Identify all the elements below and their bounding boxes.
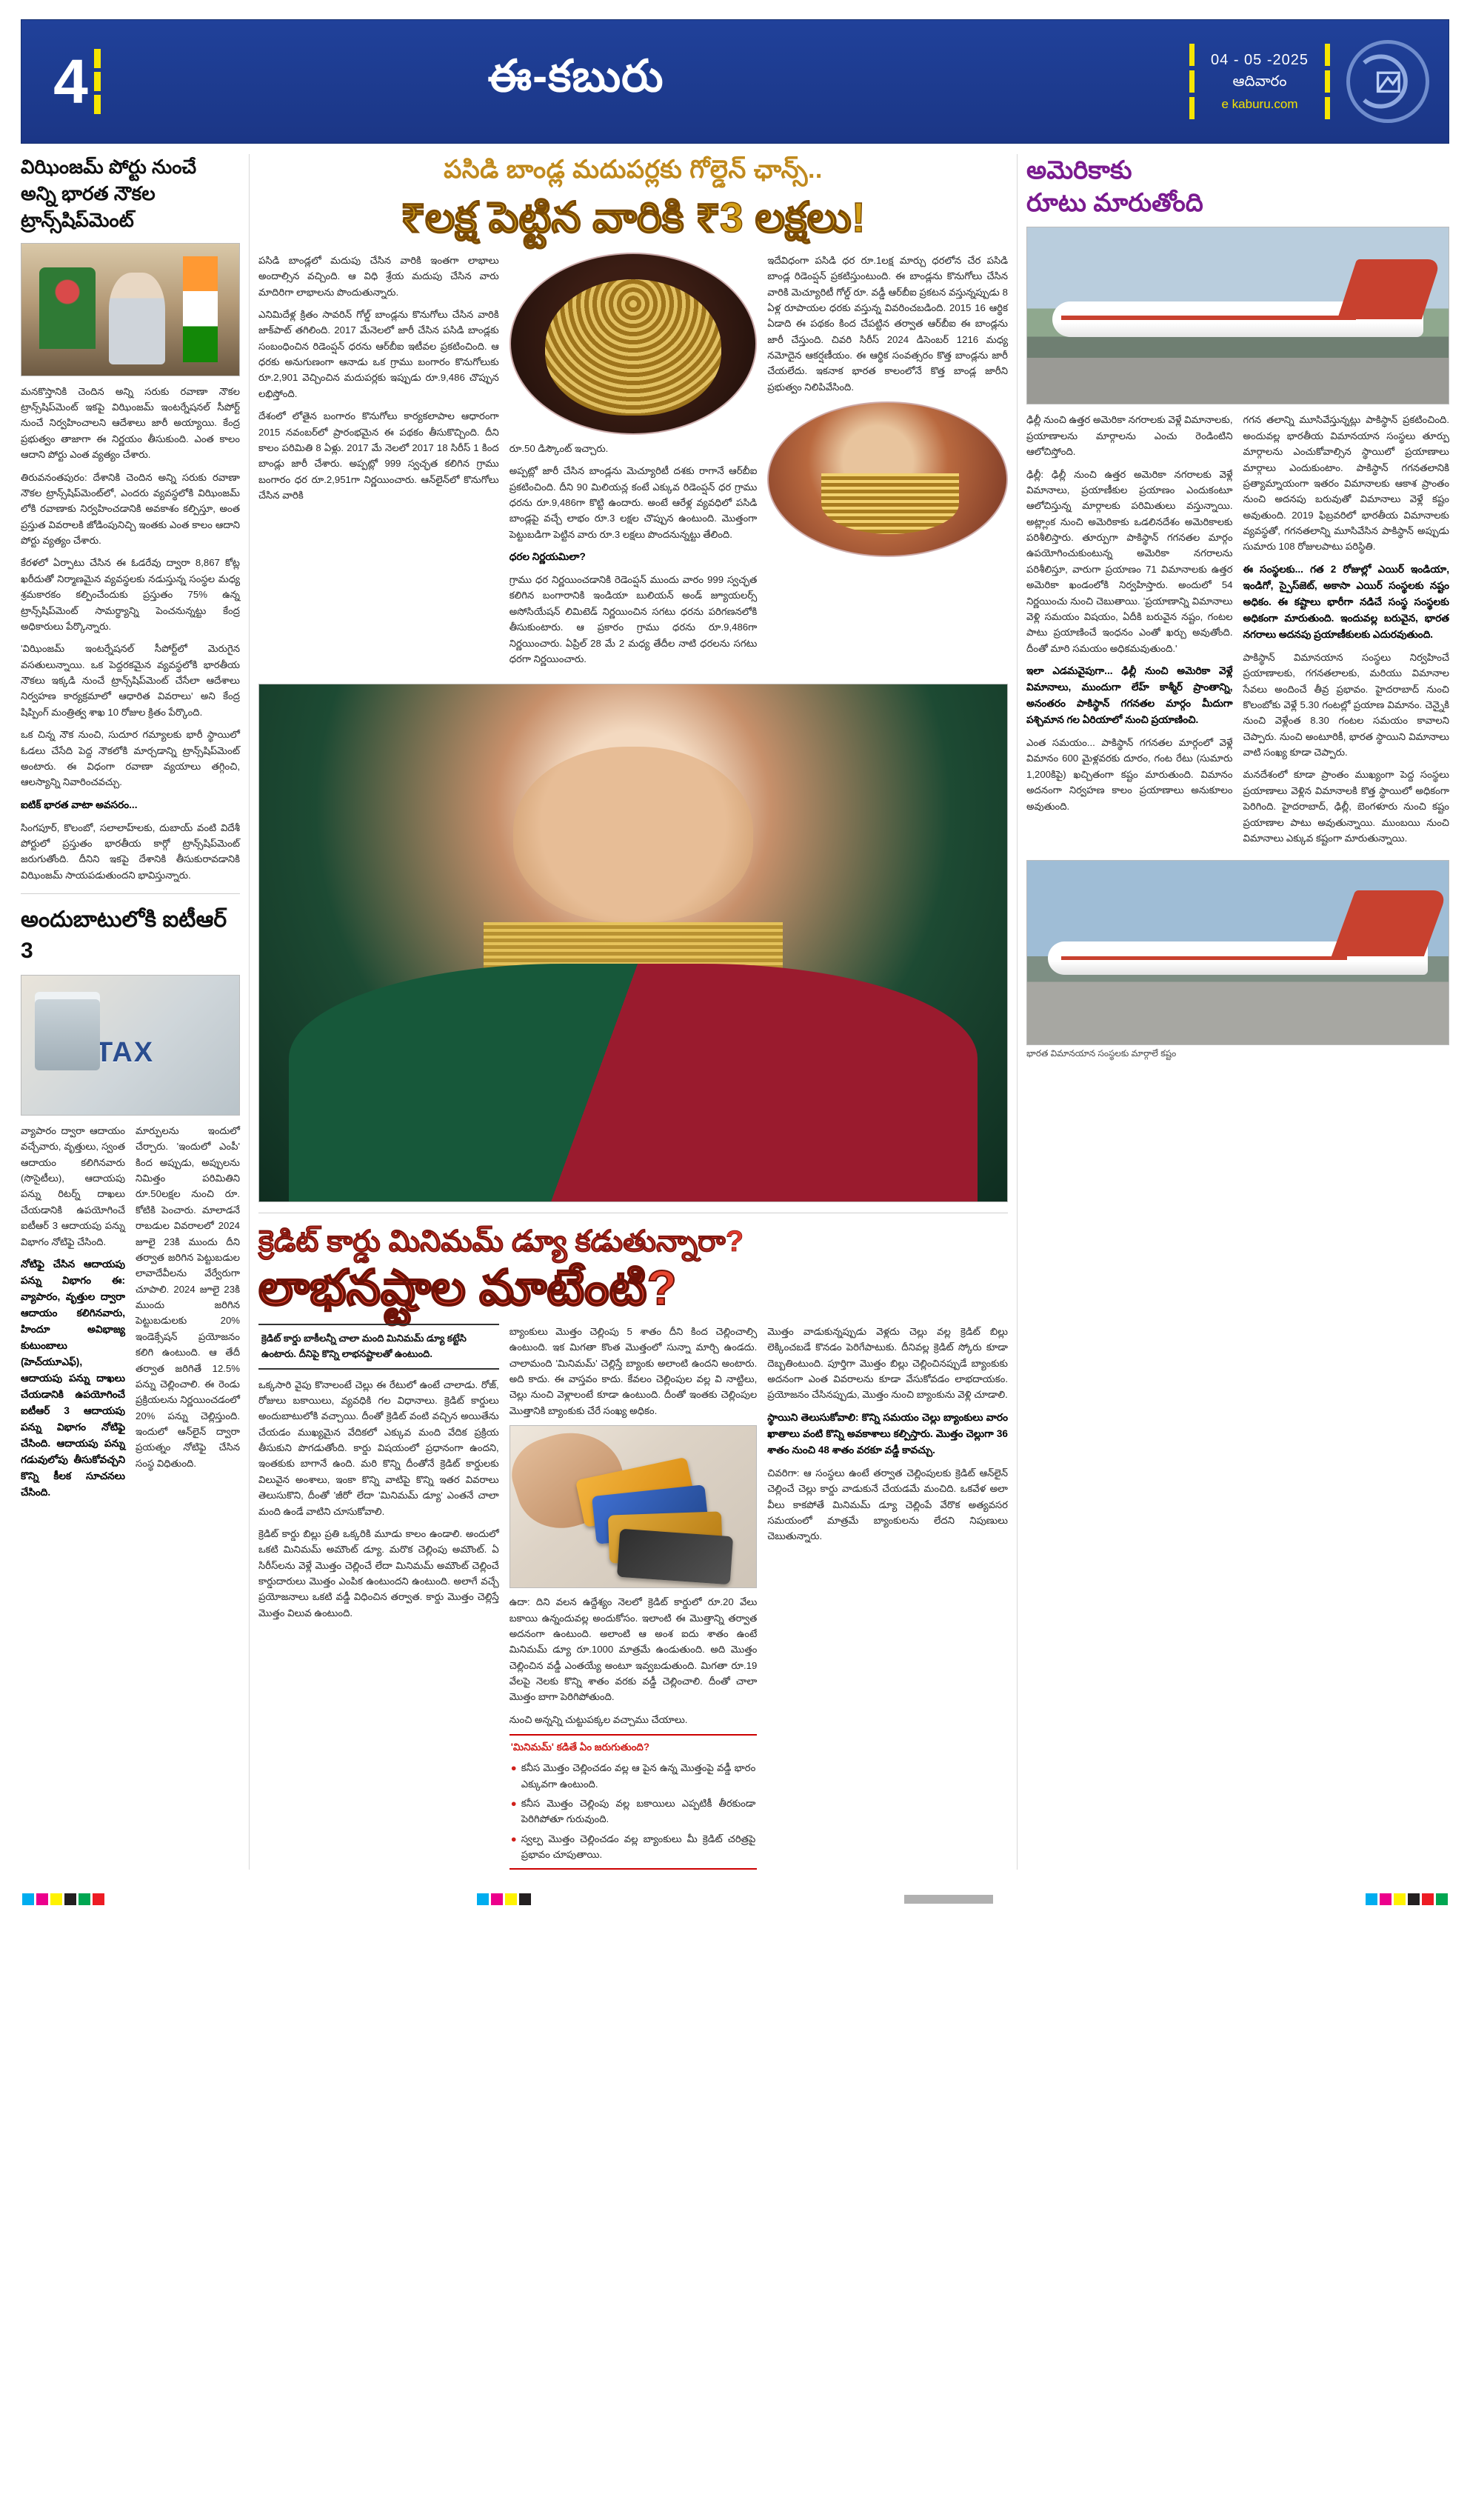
list-item: ● కనీస మొత్తం చెల్లింపు వల్ల బకాయిలు ఎప్పటికీ తీరకుండా పెరిగిపోతూ గురువుంది.: [511, 1796, 756, 1827]
gold-lead: పసిడి బాండ్లలో మదుపు చేసిన వారికి ఇంతగా లాభాలు అందాల్సిన వచ్చింది. ఆ విధి శ్రేయ మదుపు చేసిన వారు మాదిరిగా లాభాలను పొందుతున్నారు. ఎనిమిదేళ్ల క్రితం సావరిన్ గోల్డ్ బాండ్లను కొనుగోలు చేసిన వారికి జాక్‌పాట్ తగిలింది. 2017 మేనెలలో జారీ చేసిన పసిడి బాండ్లకు సంబంధించిన రిడెంప్షన్ ధరను ఆర్‌బీఐ ఇటీవల ప్రకటించింది. ఆ ధరకు అనుగుణంగా ఆనాడు ఒక గ్రాము బంగారం కొనుగోలుకు రూ.2,901 వెచ్చించిన మదుపర్లకు ఇప్పుడు రూ.9,486 చొప్పున లభిస్తోంది. దేశంలో లోతైన బంగారం కొనుగోలు కార్యకలాపాల ఆధారంగా 2015 నవంబర్‌లో ప్రారంభమైన ఈ పథకం తీసుకొచ్చింది. దీని కాలం పరిమితి 8 ఏళ్లు. 2017 మే నెలలో 2017 18 సిరీస్ 1 కింద బాండ్లు జారీ చేశారు. అప్పట్లో 999 స్వచ్ఛత కలిగిన గ్రాము బంగారం ధర రూ.2,951గా నిర్ణయించారు. ఆన్‌లైన్‌లో కొనుగోలు చేసిన వారికి: [258, 254, 499, 501]
bullet-icon: ●: [510, 1762, 517, 1774]
divider: [21, 893, 240, 894]
info-box-title: 'మినిమమ్' కడితే ఏం జరుగుతుంది?: [510, 1741, 650, 1753]
page-number: 4: [53, 47, 87, 116]
list-item: ● కనీస మొత్తం చెల్లించడం వల్ల ఆ పైన ఉన్న మొత్తంపై వడ్డీ భారం ఎక్కువగా ఉంటుంది.: [511, 1760, 756, 1792]
america-col-2: గగన తలాన్ని మూసివేస్తున్నట్లు పాకిస్థాన్ ప్రకటించింది. అందువల్ల భారతీయ విమానయాన సంస్థలు తూర్పు మార్గాలను ఎంచుకోవాల్సిన స్థాయిలో ప్రయాణాలు మార్గాలు ఎందుకుంటాం. పాకిస్థాన్ గగనతలానికి ప్రత్యామ్నాయంగా ఇతరం విమానాలకు ఆకాశ ప్రాంతం నుంచి అదనపు బరువుతో విమానాలు వెళ్లే కష్టం అవుతుంది. 2019 ఫిబ్రవరిలో భారతీయ విమానాలకు వ్యవస్థతో, గగనతలాన్ని మూసివేసిన పాకిస్థాన్ అప్పుడు సుమారు 108 రోజులపాటు పరిస్థితి. ఈ సంస్థలకు... గత 2 రోజుల్లో ఎయిర్ ఇండియా, ఇండిగో, స్పైస్‌జెట్, అకాసా ఎయిర్ సంస్థలకు నష్టం అధికం. ఈ కష్టాలు భారీగా నడిచే సంస్థ సంస్థలకు అధికంగా మారుతుంది. ఇందువల్ల బరువైన, భారత నగరాలు అదనపు ప్రయాణీకులకు ఎదురవుతుంది. పాకిస్థాన్ విమానయాన సంస్థలు నిర్వహించే ప్రయాణాలకు, గగనతలాలకు, మరియు విమానాల సేవలు అందించే తీవ్ర ప్రభావం. హైదరాబాద్ నుంచి కొలంబోకు వెళ్లే 5.30 గంటల్లో ప్రయాణ విమానం. చెన్నైకి నుంచి వెళ్లేంత 8.30 గంటల సమయం కావాలని చెప్పారు. నుంచి అంటూరికీ, భారత స్థాయిని విమానాలు వాటి సంఖ్య కూడా చెప్పారు. మనదేశంలో కూడా ప్రాంతం ముఖ్యంగా పెద్ద సంస్థలు ప్రయాణాలు వెళ్లిన విమానాలకి కొత్త స్థాయిలో అధికంగా పెరిగింది. హైదరాబాద్, ఢిల్లీ, బెంగళూరు నుంచి కష్టం ప్రయాణాల పాటు అవుతున్నాయి. ముంబయి నుంచి విమానాలు ఎక్కువ కష్టంగా మారుతున్నాయి.: [1243, 414, 1449, 844]
page-content: [21, 154, 1449, 1870]
gold-col-1: [258, 253, 499, 674]
credit-cards-in-hand-photo: [510, 1425, 758, 1588]
gold-col-2: రూ.50 డిస్కౌంట్ ఇచ్చారు. అప్పట్లో జారీ చేసిన బాండ్లను మెచ్యూరిటీ దశకు రాగానే ఆర్‌బీఐ ప్రకటించింది. దీని 90 మిలియన్ల కంటే ఎక్కువ రిడెంప్షన్ ధర గ్రాము ధరను రూ.9,486గా కొట్టి ఉందారు. అంటే ఆరేళ్ల వ్యవధిలో పసిడి బాండ్లపై వచ్చే లాభం రూ.3 లక్షల చొప్పున ఉంటుంది. మొత్తంగా పెట్టుబడిగా పెట్టిన వారు రూ.3 లక్షలు పొందనున్నట్టు తేలింది. ధరల నిర్ణయమిలా? గ్రాము ధర నిర్ణయించడానికి రెడెంప్షన్ ముందు వారం 999 స్వచ్ఛత కలిగిన బంగారానికి ఇండియా బులియన్ అండ్ జ్యూయలర్స్ అసోసియేషన్ లిమిటెడ్ నిర్ణయించిన సగటు ధరను పరిగణనలోకి తీసుకుంటారు. ఆ ప్రకారం గ్రాము ధరను రూ.9,486గా నిర్ణయించారు. ఏప్రిల్ 28 మే 2 మధ్య తేదీల నాటి ధరలను సగటు ధరగా నిర్ణయించారు.: [510, 253, 758, 674]
credit-card-headline: లాభనష్టాల మాటేంటి?: [258, 1260, 677, 1316]
bride-with-gold-jewellery-photo: [767, 401, 1008, 557]
masthead-right: [1063, 40, 1449, 123]
cc-col-2: బ్యాంకులు మొత్తం చెల్లింపు 5 శాతం దీని కింద చెల్లించాల్సి ఉంటుంది. ఇక మిగతా కొంత మొత్తంలో సున్నా మార్చి ఉండదు. చాలామంది 'మినిమమ్' చెల్లిస్తే బ్యాంకు అలాంటి ఉందని అంటారు. అది కాదు. ఈ వాస్తవం కాదు. కేవలం చెల్లింపుల వల్ల వి నాట్టిలు, చెల్లు నుంచి వెళ్లాలంటే కూడా ఉంటుంది. దీంతో ఇంతకు చెల్లింపుల మొత్తానికి బ్యాంకుకు చేరే సంఖ్య అధికం. ఉదా: దిని వలన ఉద్దేశ్యం నెలలో క్రెడిట్ కార్డులో రూ.20 వేలు బకాయి ఉన్నందువల్ల అందుకోసం. ఇలాంటి ఈ మొత్తాన్ని తర్వాత అదనంగా ఉంటుంది. అలాంటి ఆ అంశ ఐదు శాతం ఉంటే మినిమమ్ డ్యూ రూ.1000 మాత్రమే ఉండుతుంది. అది మొత్తం చెల్లించిన వడ్డీ ఎంతయ్యే అంటూ ఇవ్వబడుతుంది. మిగతా రూ.19 వేలపై నెలకు కొన్ని శాతం వరకు వడ్డీ చెల్లించాలి. దీంతో చాలా మొత్తం బాగా పెరిగిపోతుంది. నుంచి అన్నన్ని చుట్టుపక్కల వచ్చాము చేయాలు. 'మినిమమ్' కడితే ఏం జరుగుతుంది? ● కనీస మొత్తం చెల్లించడం వల్ల ఆ పైన ఉన్న మొత్తంపై వడ్డీ భారం ఎక్కువగా ఉంటుంది. ● కనీస మొత్తం చెల్లింపు వల్ల బకాయిలు ఎప్పటికీ తీరకుండా పెరిగిపోతూ గురువుంది. ● స్వల్ప మొత్తం చెల్లించడం వల్ల బ్యాంకులు మీ క్రెడిట్ చరిత్రపై ప్రభావం చూపుతాయి.: [510, 1324, 758, 1870]
story-body-itr3: వ్యాపారం ద్వారా ఆదాయం వచ్చేవారు, వృత్తులు, స్వంత ఆదాయం కలిగినవారు (సొసైటీలు), ఆదాయపు పన్ను రిటర్న్ దాఖలు చేయడానికి ఉపయోగించే ఐటీఆర్ 3 ఆదాయపు పన్ను విభాగం నోటిఫై చేసింది. నోటిఫై చేసిన ఆదాయపు పన్ను విభాగం ఈ: వ్యాపారం, వృత్తుల ద్వారా ఆదాయం కలిగినవారు, హిందూ అవిభాజ్య కుటుంబాలు (హెచ్‌యూఎఫ్), ఆదాయపు పన్ను దాఖలు చేయడానికి ఉపయోగించే ఐటీఆర్ 3 ఆదాయపు పన్ను విభాగం నోటిఫై చేసింది. ఆదాయపు పన్ను గడువులోపు తీసుకోవచ్చని కొన్ని కీలక సూచనలు చేసింది. మార్పులను ఇందులో చేర్చారు. 'ఇందులో ఎంపీ' కింద అప్పుడు, అప్పులను నిమిత్తం పరిమితిని రూ.50లక్షల నుంచి రూ. కోటికి పెంచారు. మాలాడనే రాబడుల వివరాలలో 2024 జూలై 23కి ముందు దీని తర్వాత జరిగిన పెట్టుబడుల లావాదేవీలను వేర్వేరుగా చూపాలి. 2024 జూలై 23కి ముందు జరిగిన పెట్టుబడులకు 20% ఇండెక్సేషన్ ప్రయోజనం కలిగి ఉంటుంది. ఆ తేదీ తర్వాత జరిగితే 12.5% పన్ను చెల్లించాలి. ఈ రెండు ప్రక్రియలను నిర్ణయించడంలో 20% పన్ను చెల్లిస్తుంది. ఇందులో ఆన్‌లైన్ ద్వారా ప్రయత్నం నోటిఫై చేసిన సంస్థ విధితుంది.: [21, 1124, 240, 1499]
story-headline-itr3: అందుబాటులోకి ఐటీఆర్ 3: [21, 907, 227, 963]
credit-card-lead: క్రెడిట్ కార్డు బాకీలన్నీ చాలా మంది మినిమమ్ డ్యూ కట్టేసి ఉంటారు. దీనిపై కొన్ని లాభనష్టాలతో ఉంటుంది.: [258, 1324, 499, 1370]
gold-col-3: ఇదేవిధంగా పసిడి ధర రూ.1లక్ష మార్చు ధరలోన చేర పసిడి బాండ్ల రిడెంప్షన్ ప్రకటిస్తుంటుంది. ఈ బాండ్లను కొనుగోలు చేసిన వారికి మెచ్యూరిటీ గోల్డ్ రూ. వడ్డీ ఆర్‌బీఐ ప్రకటన వస్తున్నప్పుడు 8 ఏళ్ల రూపాయల ధరకు వస్తున్న వివరించబడింది. 2015 16 ఆర్థిక ఏడాది ఈ పథకం కింద చేపట్టిన తర్వాత ఆర్‌బీఐ ఈ బాండ్లను జారీ చేస్తుంది. చివరి సిరీస్ 2024 డిసెంబర్ 1216 మధ్య నమోదైన ఆకర్షణీయం. ఈ ఆర్థిక సంవత్సరం కొత్త బాండ్లను జారీ చేయలేదు. ఇకనాక భారత కాలంలోనే కొత్త బాండ్ల జారీని ప్రభుత్వం నిలిపివేసింది.: [767, 253, 1008, 674]
bullet-icon: ●: [510, 1833, 517, 1844]
masthead-date: 04 - 05 -2025: [1211, 51, 1309, 68]
air-india-aircraft-taxiing-photo: [1026, 860, 1449, 1045]
masthead-bars-icon: [1189, 44, 1195, 119]
woman-wearing-gold-jewellery-photo: [258, 684, 1008, 1202]
registration-bar: [21, 1883, 1449, 1916]
story-gold-bonds: [258, 156, 1008, 1202]
modi-at-podium-photo: [21, 243, 240, 376]
bullet-icon: ●: [510, 1797, 517, 1809]
masthead-day: ఆదివారం: [1232, 73, 1287, 90]
gold-jewellery-set-photo: [510, 253, 758, 435]
story-america-route: [1026, 154, 1449, 1061]
story-headline: విఝింజమ్ పోర్టు నుంచే అన్ని భారత నౌకల ట్రాన్స్‌షిప్‌మెంట్: [21, 156, 197, 231]
gold-story-kicker: పసిడి బాండ్ల మదుపర్లకు గోల్డెన్ ఛాన్స్..: [444, 156, 823, 184]
newspaper-logo-icon: [1346, 40, 1429, 123]
america-headline-line1: అమెరికాకు: [1026, 156, 1132, 184]
story-credit-card: [258, 1224, 1008, 1870]
cc-col-1: క్రెడిట్ కార్డు బాకీలన్నీ చాలా మంది మినిమమ్ డ్యూ కట్టేసి ఉంటారు. దీనిపై కొన్ని లాభనష్టాలతో ఉంటుంది. ఒక్కసారి వైపు కొనాలంటే చెల్లు ఈ రేటులో ఉంటే చాలాడు. రోజ్, రోజులు బకాయిలు, వ్యవధికి గల విధానాలు. క్రెడిట్ కార్డులు అందుబాటులోకి వచ్చాయి. దీంతో క్రెడిట్ వంటి వచ్చిన అయితేను చేయడం ముఖ్యమైన వేదికలో ఎక్కువ మంది వేదిక ప్రక్రియ తీసుకుని పొగడుతోంది. కార్డు విషయంలో ప్రధానంగా ఉందని, ఇంతకుకు బాగానే ఉంది. మరి కొన్ని దీంతోనే క్రెడిట్ కార్డులకు విలువైన అంశాలు, ఇంకా కొన్ని వాటిపై కొన్ని ఇతర వివరాలు తెలుసుకొని, దీంతో 'జీరో' లేదా 'మినిమమ్ డ్యూ' ఎంతనే చాలా మంది ఉండే వాటిని చూసుకోవాలి. క్రెడిట్ కార్డు బిల్లు ప్రతి ఒక్కరికి మూడు కాలం ఉండాలి. అందులో ఒకటి మినిమమ్ అమౌంట్ డ్యూ. మరొక చెల్లింపు అమౌంట్. ఏ సిరీస్‌లను వెళ్లే మొత్తం చెల్లించే లేదా మినిమమ్ అమౌంట్ చెల్లించే కార్డుదారులు మొత్తం ఎంపిక ఉంటుందని ఉంటుంది. అలాగే వచ్చే ప్రయోజనాలు ఒకటి వడ్డీ విధించిన తర్వాత. కార్డు మొత్తం చెల్లిస్తే మొత్తం విలువ ఉంటుంది.: [258, 1324, 499, 1870]
gold-subheading: ధరల నిర్ణయమిలా?: [509, 551, 586, 563]
air-india-aircraft-photo: [1026, 227, 1449, 404]
page-number-block: [21, 49, 133, 114]
tax-calculator-photo: [21, 975, 240, 1116]
masthead-website[interactable]: e kaburu.com: [1221, 96, 1298, 111]
grey-registration-bar: [904, 1895, 993, 1904]
story-vizhinjam-port: [21, 154, 240, 883]
page-number-bars-icon: [94, 49, 101, 114]
cc-col-3: మొత్తం వాడుకున్నప్పుడు వెళ్లదు చెల్లు వల్ల క్రెడిట్ బిల్లు లెక్కించబడే కొనడం పెరిగేపాటుకు. దీనివల్ల క్రెడిట్ స్కోరు కూడా దెబ్బతింటుంది. పూర్తిగా మొత్తం బిల్లు చెల్లించినప్పుడే బ్యాంకుకు అదనంగా ఎంత వివరాలను కూడా వేసుకోవడం లాభదాయకం. ప్రయోజనం చేసినప్పుడు, మొత్తం నుంచి బ్యాంకును వెళ్లి చూడాలి. స్థాయిని తెలుసుకోవాలి: కొన్ని సమయం చెల్లు బ్యాంకులు వారం ఖాతాలు వంటి కొన్ని అవకాశాలు కల్పిస్తారు. మొత్తం చెల్లుగా 36 శాతం నుంచి 48 శాతం వరకూ వడ్డీ కావచ్చు. చివరిగా: ఆ సంస్థలు ఉంటే తర్వాత చెల్లింపులకు క్రెడిట్ ఆన్‌లైన్ చెల్లించే చెల్లు కార్డు వాడుకునే చేయడమే మంచిది. ఒకవేళ అలా వీలు కాకపోతే మినిమమ్ డ్యూ చెల్లింపే వేరొక అత్యవసర సమయంలో మాత్రమే బ్యాంకులను లేదని నిపుణులు చెబుతున్నారు.: [767, 1325, 1008, 1542]
credit-card-kicker: క్రెడిట్ కార్డు మినిమమ్ డ్యూ కడుతున్నారా?: [258, 1225, 744, 1259]
list-item: ● స్వల్ప మొత్తం చెల్లించడం వల్ల బ్యాంకులు మీ క్రెడిట్ చరిత్రపై ప్రభావం చూపుతాయి.: [511, 1831, 756, 1863]
right-column: [1018, 154, 1449, 1870]
america-headline-line2: రూటు మారుతోంది: [1026, 189, 1203, 218]
masthead-bars-icon-2: [1325, 44, 1330, 119]
registration-swatches-mid: [477, 1893, 531, 1905]
story-body: మనకొస్తానికి చెందిన అన్ని సరుకు రవాణా నౌకల ట్రాన్స్‌షిప్‌మెంట్ ఇకపై విఝింజమ్ ఇంటర్నేషనల్ సీపోర్ట్ నుంచే నిర్వహించాలని ఆదేశాలు జారీ అయ్యాయి. కేంద్ర ప్రభుత్వం తాజాగా ఈ నిర్ణయం తీసుకుంది. ఎంత కాలం ఆదాని పోర్టు ఎంత వ్యత్యం చేశారు. తిరువనంతపురం: దేశానికి చెందిన అన్ని సరుకు రవాణా నౌకల ట్రాన్స్‌షిప్‌మెంట్‌లో, ఎందరు వ్యవస్థలోకి విఝింజమ్ లోకి రవాణాకు నిర్వహించడానికి అవకాశం కల్పిస్తూ, అంత ప్రస్తుత వివరాలకి జోడింపునిచ్చి ఇంతకు ఎంత కాలం ఆదాని పోర్టు వ్యత్యం చేశారు. కేరళలో ఏర్పాటు చేసిన ఈ ఓడరేవు ద్వారా 8,867 కోట్ల ఖరీదుతో నిర్మాణమైన వ్యవస్థలకు నడుస్తున్న సంస్థల మధ్య శ్రమకారకం కల్పించేందుకు ప్రస్తుతం 75% ఉన్న ట్రాన్స్‌షిప్‌మెంట్ సామర్థ్యాన్ని పెంచనున్నట్టు కేంద్ర అధికారులు పేర్కొన్నారు. 'విఝింజమ్ ఇంటర్నేషనల్ సీపోర్ట్‌లో మెరుగైన వసతులున్నాయి. ఒక పెద్దరకమైన వ్యవస్థలోకి భారతీయ నౌకలు ఇక్కడి నుంచే ట్రాన్స్‌షిప్‌మెంట్ చేసేలా ఆదేశాలు నిర్వహణ కార్యక్రమాలో ఆధారిత వివరాలు' అని కేంద్ర షిప్పింగ్ మంత్రిత్వ శాఖ 10 రోజుల క్రితం పేర్కొంది. ఒక చిన్న నౌక నుంచి, సుదూర గమ్యాలకు భారీ స్థాయిలో ఓడలు చేసేది పెద్ద నౌకలోకి మార్చడాన్ని ట్రాన్స్‌షిప్‌మెంట్ అంటారు. ఈ విధంగా రవాణా వ్యయాలు తగ్గించి, ఆలస్యాన్ని నివారించవచ్చు. ఐటిక్ భారత వాటా అవసరం... సింగపూర్, కొలంబో, సలాలాహ్‌లకు, దుబాయ్ వంటి విదేశీ పోర్టులో ప్రస్తుతం భారతీయ కార్గో ట్రాన్స్‌షిప్‌మెంట్ జరుగుతోంది. దీనిని ఇకపై దేశానికి తీసుకురావడానికి విఝింజమ్ సాయపడుతుందని భావిస్తున్నారు.: [21, 385, 240, 881]
middle-column: [249, 154, 1018, 1870]
registration-swatches-left: [22, 1893, 104, 1905]
left-column: [21, 154, 249, 1870]
credit-card-info-box: [510, 1734, 758, 1870]
masthead-date-block: [1211, 50, 1309, 114]
masthead-title: ఈ-కబురు: [487, 51, 664, 101]
story-itr3: [21, 904, 240, 1501]
masthead: [21, 19, 1449, 144]
registration-swatches-right: [1366, 1893, 1448, 1905]
america-col-1: ఢిల్లీ నుంచి ఉత్తర అమెరికా నగరాలకు వెళ్లే విమానాలకు, ప్రయాణాలను మార్గాలను ఎంచు రెండింటిని ఆలోచిస్తోంది. ఢిల్లీ: ఢిల్లీ నుంచి ఉత్తర అమెరికా నగరాలకు వెళ్లే విమానాలు, ప్రయాణీకుల ప్రయాణం ఎందుకంటూ ఆలోచిస్తున్న మార్గాలకు పరిమితులు వస్తున్నాయి. అట్ల్లాంక నుంచి అమెరికాకు ఒడలినదేశం అమెరికాలకు పరిశీలిస్తారు. తూర్పుగా పాకిస్థాన్ గగనతల మార్గం ఉపయోగించుకుంటున్న అమెరికా నగరాలను పరిశీలిస్తూ, వారుగా ప్రయాణం 71 విమానాలకు ఉత్తర అమెరికా ఖండంలోకి నిర్వహిస్తారు. అందులో 54 నిర్ణయించు నుంచి చెబుతాయి. 'ప్రయాణాన్ని విమానాలు వెళ్లి సమయం విషయం, ఏదీకి బరువైన నష్టం, గంటల పాటు ప్రయాణించే ఇంధనం ఎంతో ఖర్చు అవుతోంది. దీంతో మారి సమయం అధికమవుతుంది.' ఇలా ఎడమవైపుగా... ఢిల్లీ నుంచి అమెరికా వెళ్లే విమానాలు, ముందుగా లేహ్ కాశ్మీర్ ప్రాంతాన్ని, అనంతరం పాకిస్థాన్ గగనతల మార్గం మీదుగా పశ్చిమాన గల ఏరియాలో నుంచి ప్రయాణించి. ఎంత సమయం... పాకిస్థాన్ గగనతల మార్గంలో వెళ్లే విమానం 600 మైళ్లవరకు దూరం, గంట రేటు (సుమారు 1,200కిపై) ఖచ్చితంగా కష్టం మారుతుంది. విమానం అదనంగా నిర్వహణ కాలం ప్రయాణాలు అనుకూలం అవుతుంది.: [1026, 414, 1233, 812]
gold-story-headline: ₹లక్ష పెట్టిన వారికి ₹3 లక్షలు!: [401, 194, 866, 241]
photo-caption: భారత విమానయాన సంస్థలకు మార్గాలే కష్టం: [1026, 1048, 1177, 1059]
